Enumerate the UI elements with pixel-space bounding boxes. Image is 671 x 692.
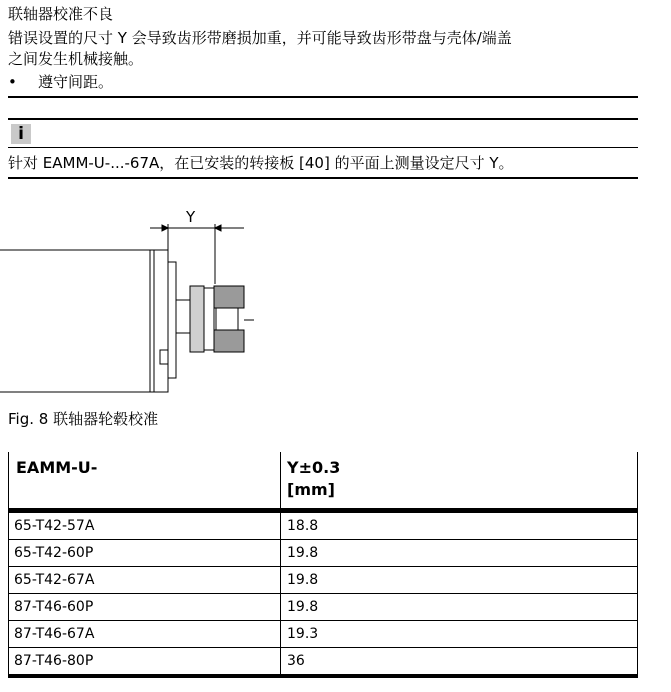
cell-y: 19.3 <box>287 626 319 642</box>
table-row <box>8 513 638 540</box>
cell-type: 65-T42-67A <box>14 572 95 588</box>
info-top-rule <box>8 118 638 120</box>
cell-y: 36 <box>287 653 305 669</box>
bullet-text: 遵守间距。 <box>38 73 114 91</box>
cell-y: 18.8 <box>287 518 319 534</box>
table-row <box>8 567 638 594</box>
info-bottom-rule <box>8 177 638 179</box>
table-left-border <box>8 452 9 675</box>
warning-text-line2: 之间发生机械接触。 <box>8 50 144 68</box>
info-icon: i <box>11 124 31 144</box>
section-rule <box>8 96 638 98</box>
warning-text-line1: 错误设置的尺寸 Y 会导致齿形带磨损加重，并可能导致齿形带盘与壳体/端盖 <box>8 29 512 47</box>
table-row <box>8 540 638 567</box>
coupling-table <box>8 452 638 678</box>
table-right-border <box>637 452 638 675</box>
header-y-line2: [mm] <box>287 480 335 499</box>
cell-type: 87-T46-80P <box>14 653 94 669</box>
table-row <box>8 621 638 648</box>
warning-title: 联轴器校准不良 <box>8 5 114 23</box>
cell-y: 19.8 <box>287 599 319 615</box>
dimension-y-label: Y <box>186 208 196 226</box>
cell-type: 87-T46-67A <box>14 626 95 642</box>
warning-bullet <box>8 72 113 92</box>
table-column-divider <box>280 452 281 675</box>
info-inner-rule <box>8 147 638 148</box>
table-row <box>8 648 638 675</box>
table-body <box>8 513 638 675</box>
cell-y: 19.8 <box>287 572 319 588</box>
cell-type: 87-T46-60P <box>14 599 94 615</box>
cell-y: 19.8 <box>287 545 319 561</box>
header-y <box>287 457 340 501</box>
coupling-drawing <box>0 200 300 400</box>
figure-caption: Fig. 8 联轴器轮毂校准 <box>8 410 159 428</box>
cell-type: 65-T42-60P <box>14 545 94 561</box>
info-text: 针对 EAMM-U-...-67A，在已安装的转接板 [40] 的平面上测量设定尺寸 Y。 <box>8 154 514 172</box>
bullet-dot: • <box>8 73 17 91</box>
cell-type: 65-T42-57A <box>14 518 95 534</box>
table-row <box>8 594 638 621</box>
header-y-line1: Y±0.3 <box>287 458 341 477</box>
header-type: EAMM-U- <box>16 458 98 477</box>
table-header <box>8 452 638 508</box>
